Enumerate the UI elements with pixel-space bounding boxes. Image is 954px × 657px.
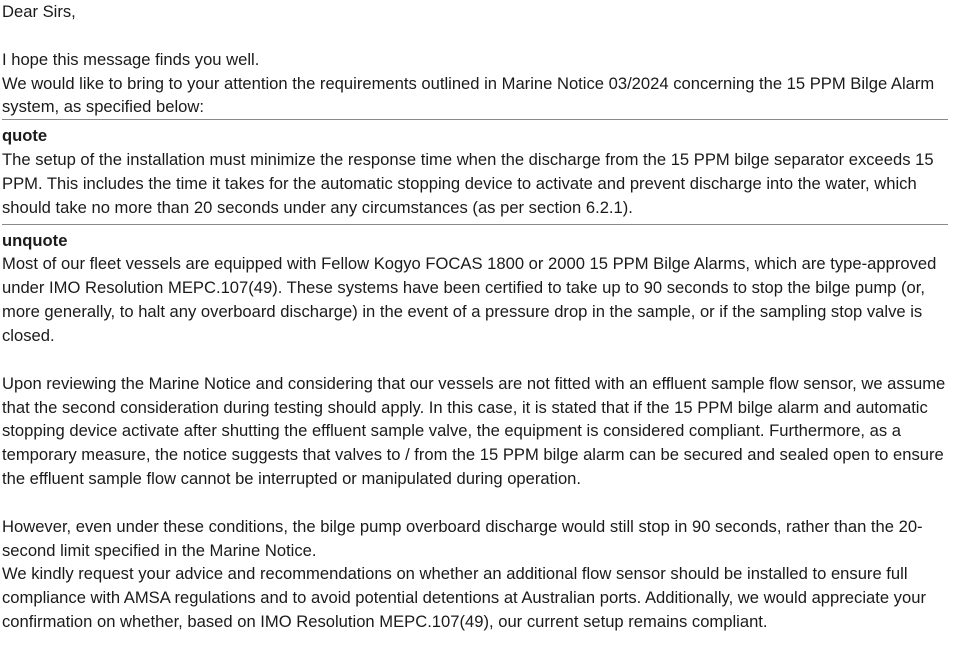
unquote-label: unquote	[2, 230, 68, 250]
intro-paragraph: We would like to bring to your attention the requirements outlined in Marine Notice 03/2024 concerning the 15 PPM Bilge Alarm system, as specified below:	[2, 73, 935, 117]
fleet-paragraph: Most of our fleet vessels are equipped with Fellow Kogyo FOCAS 1800 or 2000 15 PPM Bilge Alarms, which are type-approved under IMO Resolution MEPC.107(49). These systems have been certified to take up to 90 seconds to stop the bilge pump (or, more generally, to halt any overboard discharge) in the event of a pressure drop in the sample, or if the sampling stop valve is closed.	[2, 254, 937, 345]
quote-label: quote	[2, 126, 48, 146]
however-paragraph: However, even under these conditions, the bilge pump overboard discharge would still stop in 90 seconds, rather than the 20-second limit specified in the Marine Notice.	[2, 516, 923, 560]
opening-line: I hope this message finds you well.	[2, 49, 260, 69]
request-paragraph: We kindly request your advice and recommendations on whether an additional flow sensor should be installed to ensure full compliance with AMSA regulations and to avoid potential detentions at Australian ports. Additionally, we would appreciate your confirmation on whether, based on IMO Resolution MEPC.107(49), our current setup remains compliant.	[2, 564, 926, 632]
salutation: Dear Sirs,	[2, 2, 76, 21]
review-paragraph: Upon reviewing the Marine Notice and considering that our vessels are not fitted with an effluent sample flow sensor, we assume that the second consideration during testing should apply. In this case, it is stated that if the 15 PPM bilge alarm and automatic stopping device activate after shutting the effluent sample valve, the equipment is considered compliant. Furthermore, as a temporary measure, the notice suggests that valves to / from the 15 PPM bilge alarm can be secured and sealed open to ensure the effluent sample flow cannot be interrupted or manipulated during operation.	[2, 373, 946, 489]
blank-line	[2, 348, 948, 372]
quoted-text: The setup of the installation must minimize the response time when the discharge from the 15 PPM bilge separator exceeds 15 PPM. This includes the time it takes for the automatic stopping device to activate and prevent discharge into the water, which should take no more than 20 seconds under any circumstances (as per section 6.2.1).	[2, 150, 934, 217]
quote-divider-top	[2, 119, 948, 120]
quote-divider-bottom	[2, 224, 948, 225]
blank-line	[2, 491, 948, 515]
blank-line	[2, 24, 948, 48]
